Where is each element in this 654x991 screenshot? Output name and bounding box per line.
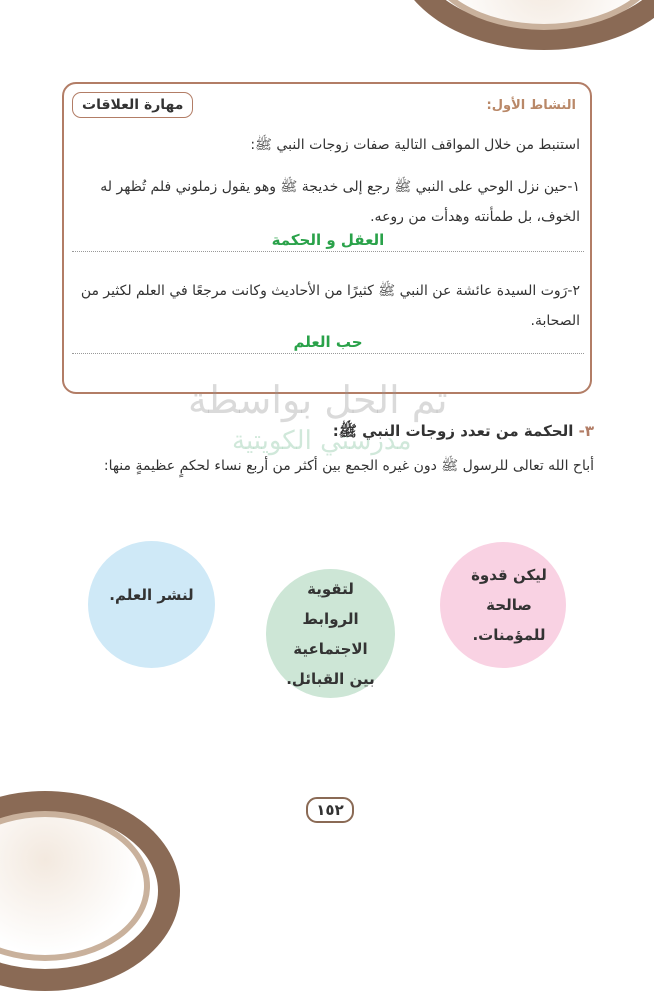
section-3-title: الحكمة من تعدد زوجات النبي ﷺ:: [332, 422, 574, 440]
section-3-number: ٣-: [578, 422, 594, 440]
circle-role-model: [440, 542, 566, 668]
circle-blue-text: لنشر العلم.: [109, 585, 194, 604]
section-3-text: أباح الله تعالى للرسول ﷺ دون غيره الجمع بين أكثر من أربع نساء لحكمٍ عظيمةٍ منها:: [103, 458, 594, 474]
answer-2[interactable]: حب العلم: [72, 333, 584, 354]
question-1: ١-حين نزل الوحي على النبي ﷺ رجع إلى خديجة ﷺ وهو يقول زملوني فلم تُظهر له الخوف، بل طمأنته وهدأت من روعه.: [100, 179, 580, 225]
circle-strengthen-ties: [266, 569, 395, 698]
circle-spread-knowledge: [88, 541, 215, 668]
question-2: ٢-رَوت السيدة عائشة عن النبي ﷺ كثيرًا من الأحاديث وكانت مرجعًا في العلم لكثير من الصحابة.: [80, 283, 580, 329]
watermark-line-1: تم الحل بواسطة: [188, 378, 448, 422]
circle-green-text: لتقوية الروابط الاجتماعية بين القبائل.: [286, 579, 375, 688]
page-number: ١٥٢: [306, 797, 354, 823]
section-3-heading: [333, 422, 594, 444]
activity-instruction: استنبط من خلال المواقف التالية صفات زوجات النبي ﷺ:: [250, 137, 580, 153]
skill-tag: مهارة العلاقات: [72, 92, 193, 118]
circle-pink-text: ليكن قدوة صالحة للمؤمنات.: [471, 566, 547, 644]
answer-1[interactable]: العقل و الحكمة: [72, 231, 584, 252]
watermark-line-2: مدرستي الكويتية: [232, 426, 412, 456]
activity-box: [62, 82, 592, 394]
activity-title: النشاط الأول:: [486, 98, 576, 113]
